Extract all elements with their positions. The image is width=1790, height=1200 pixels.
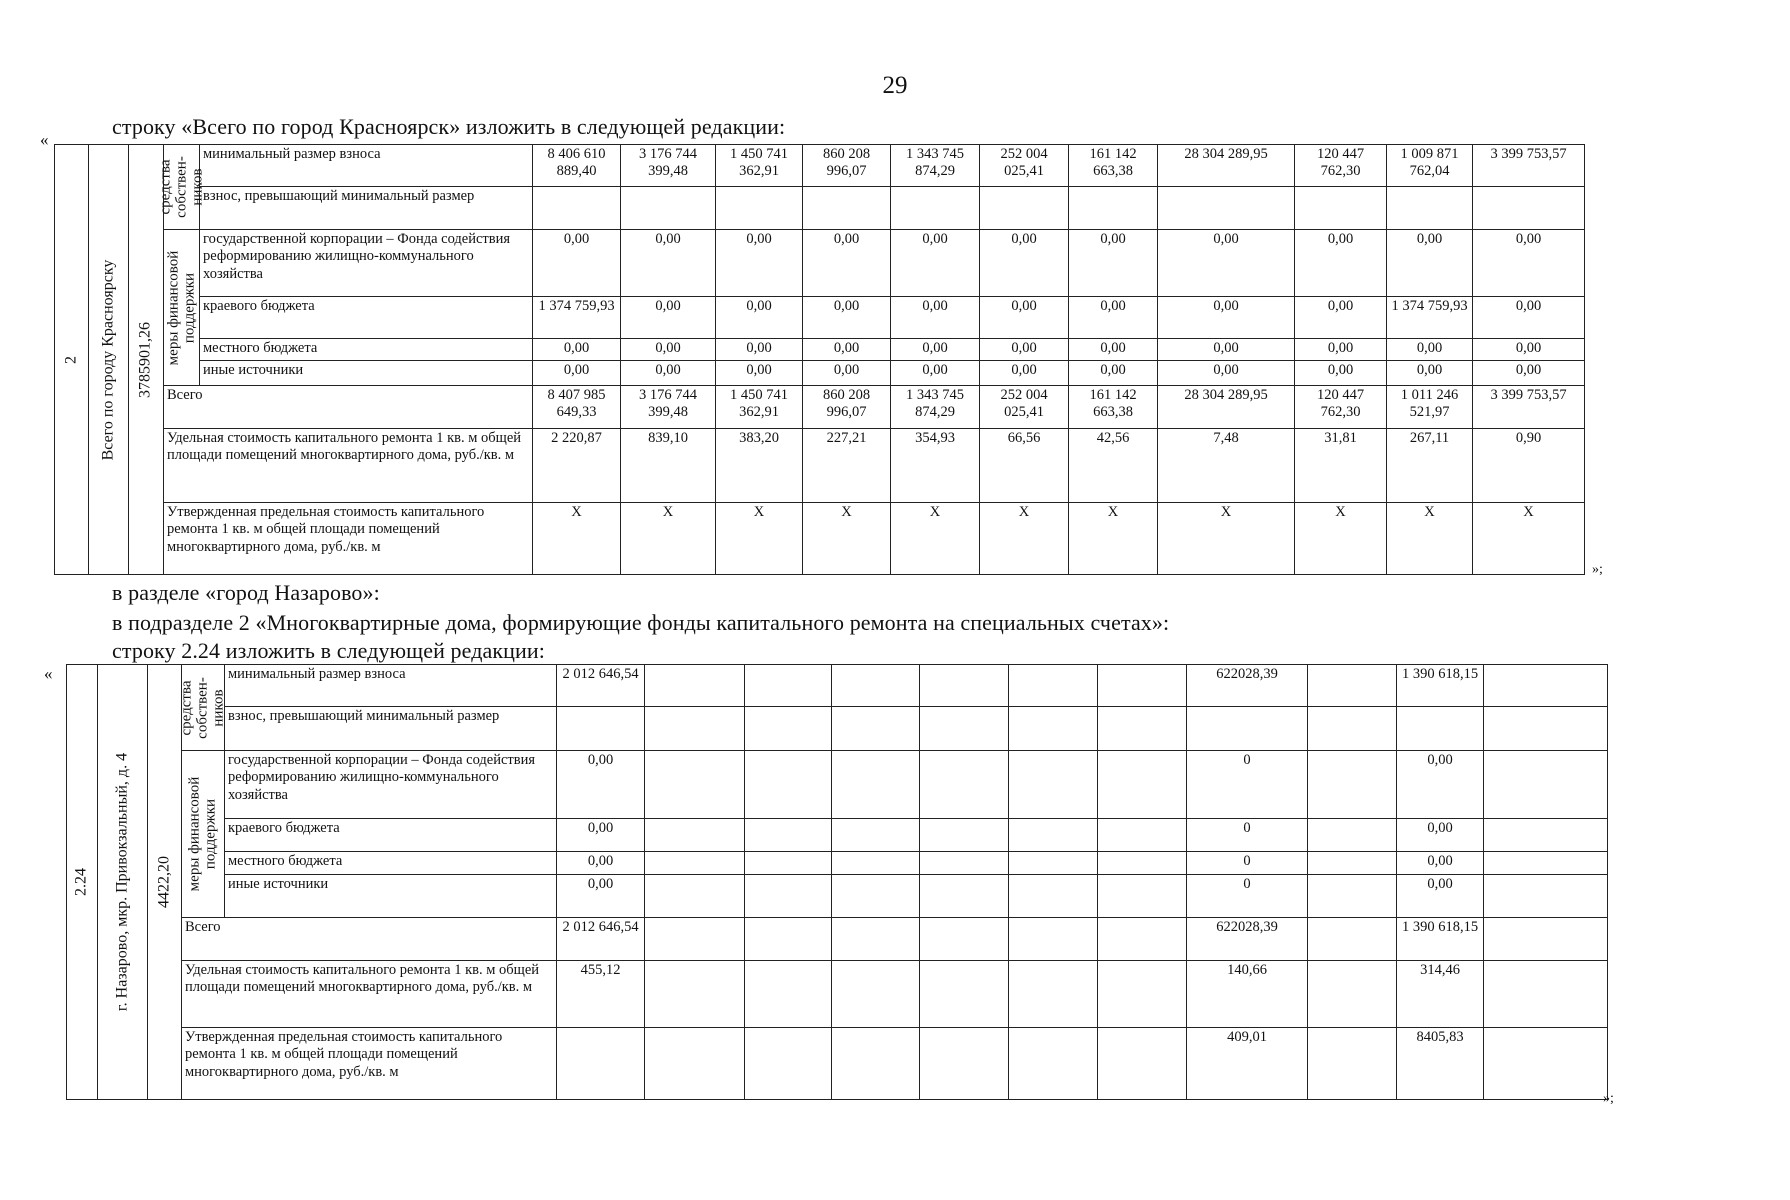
value-cell xyxy=(1009,918,1098,961)
value-cell: 0,00 xyxy=(557,819,645,852)
value-cell: 0,00 xyxy=(533,361,621,386)
value-cell: X xyxy=(1387,503,1473,575)
row-label-unit-cost: Удельная стоимость капитального ремонта 1 кв. м общей площади помещений многоквартирного дома, руб./кв. м xyxy=(182,961,557,1028)
value-cell xyxy=(1098,707,1187,751)
object-name: Всего по городу Красноярску xyxy=(99,259,117,460)
table-row xyxy=(67,819,1608,852)
value-cell xyxy=(1308,918,1397,961)
close-quote-2: »; xyxy=(1603,1091,1614,1106)
value-cell xyxy=(745,961,832,1028)
value-cell xyxy=(832,665,920,707)
value-cell: X xyxy=(803,503,891,575)
value-cell: 0,00 xyxy=(1387,339,1473,361)
value-cell: 383,20 xyxy=(716,429,803,503)
value-cell: 31,81 xyxy=(1295,429,1387,503)
value-cell xyxy=(1308,1028,1397,1100)
table-row xyxy=(55,386,1585,429)
value-cell: 1 011 246 521,97 xyxy=(1387,386,1473,429)
value-cell: 0,00 xyxy=(803,361,891,386)
value-cell: 7,48 xyxy=(1158,429,1295,503)
value-cell: 28 304 289,95 xyxy=(1158,145,1295,187)
value-cell xyxy=(980,187,1069,230)
value-cell xyxy=(1308,665,1397,707)
value-cell: 354,93 xyxy=(891,429,980,503)
table-row xyxy=(55,503,1585,575)
value-cell: 0,00 xyxy=(891,361,980,386)
group-financial-support-cell xyxy=(164,230,200,386)
value-cell: 0,00 xyxy=(557,852,645,875)
value-cell: 1 374 759,93 xyxy=(1387,297,1473,339)
value-cell: 267,11 xyxy=(1387,429,1473,503)
subsection-nazarovo: в подразделе 2 «Многоквартирные дома, формирующие фонды капитального ремонта на специальных счетах»: xyxy=(112,610,1170,635)
object-area-cell xyxy=(148,665,182,1100)
value-cell: 0,00 xyxy=(1397,819,1484,852)
group-financial-support: меры финансовой поддержки xyxy=(164,250,197,365)
value-cell xyxy=(1098,961,1187,1028)
value-cell: 0,00 xyxy=(1397,875,1484,918)
value-cell: 2 220,87 xyxy=(533,429,621,503)
row-label-min-fee: минимальный размер взноса xyxy=(225,665,557,707)
value-cell xyxy=(1484,918,1608,961)
value-cell: 0,00 xyxy=(1397,751,1484,819)
table-row xyxy=(67,751,1608,819)
value-cell: 0,00 xyxy=(621,297,716,339)
value-cell: X xyxy=(533,503,621,575)
value-cell xyxy=(1387,187,1473,230)
value-cell: X xyxy=(1069,503,1158,575)
value-cell: 3 176 744 399,48 xyxy=(621,145,716,187)
value-cell xyxy=(1009,875,1098,918)
value-cell: 3 176 744 399,48 xyxy=(621,386,716,429)
table-row xyxy=(67,707,1608,751)
value-cell xyxy=(832,875,920,918)
value-cell xyxy=(1009,707,1098,751)
value-cell xyxy=(533,187,621,230)
value-cell: 0,00 xyxy=(1158,339,1295,361)
value-cell: 0,00 xyxy=(1158,230,1295,297)
value-cell: 3 399 753,57 xyxy=(1473,145,1585,187)
value-cell: 1 343 745 874,29 xyxy=(891,386,980,429)
value-cell xyxy=(1098,819,1187,852)
value-cell xyxy=(645,875,745,918)
value-cell: 227,21 xyxy=(803,429,891,503)
value-cell: 0,00 xyxy=(891,297,980,339)
value-cell: 0,00 xyxy=(533,339,621,361)
value-cell xyxy=(1009,852,1098,875)
value-cell: 0,00 xyxy=(891,339,980,361)
row-number: 2.24 xyxy=(72,868,90,896)
value-cell: X xyxy=(891,503,980,575)
value-cell xyxy=(645,819,745,852)
value-cell: 0,00 xyxy=(980,297,1069,339)
value-cell xyxy=(745,852,832,875)
value-cell xyxy=(1098,665,1187,707)
value-cell xyxy=(1484,819,1608,852)
table-krasnoyarsk-total xyxy=(54,144,1585,575)
value-cell xyxy=(557,707,645,751)
value-cell: X xyxy=(980,503,1069,575)
group-owners-funds-cell xyxy=(178,665,226,751)
value-cell xyxy=(832,819,920,852)
row-label-approved-limit: Утвержденная предельная стоимость капитального ремонта 1 кв. м общей площади помещений многоквартирного дома, руб./кв. м xyxy=(164,503,533,575)
row-label-local: местного бюджета xyxy=(200,339,533,361)
value-cell xyxy=(832,707,920,751)
row-label-regional: краевого бюджета xyxy=(225,819,557,852)
value-cell: 0,00 xyxy=(557,751,645,819)
value-cell xyxy=(920,875,1009,918)
value-cell xyxy=(920,819,1009,852)
row-number-cell xyxy=(67,665,98,1100)
value-cell xyxy=(1484,751,1608,819)
heading-krasnoyarsk: строку «Всего по город Красноярск» изложить в следующей редакции: xyxy=(112,114,786,139)
value-cell xyxy=(920,918,1009,961)
value-cell xyxy=(803,187,891,230)
object-area: 4422,20 xyxy=(155,856,173,908)
value-cell xyxy=(745,751,832,819)
group-financial-support-cell xyxy=(182,751,225,918)
page-number: 29 xyxy=(882,72,908,99)
value-cell: 0,00 xyxy=(1473,230,1585,297)
row-label-total: Всего xyxy=(164,386,533,429)
table-row xyxy=(55,187,1585,230)
table-row xyxy=(67,665,1608,707)
value-cell: 1 390 618,15 xyxy=(1397,918,1484,961)
open-quote-2: « xyxy=(44,664,53,683)
value-cell: 0,00 xyxy=(533,230,621,297)
value-cell: 0 xyxy=(1187,819,1308,852)
table-row xyxy=(67,1028,1608,1100)
value-cell xyxy=(1009,961,1098,1028)
value-cell: 0,00 xyxy=(980,339,1069,361)
table-nazarovo-row-224 xyxy=(66,664,1608,1100)
section-nazarovo: в разделе «город Назарово»: xyxy=(112,580,380,605)
open-quote-1: « xyxy=(40,130,49,149)
value-cell: 0,00 xyxy=(1295,297,1387,339)
value-cell: 0,00 xyxy=(803,339,891,361)
value-cell: X xyxy=(621,503,716,575)
value-cell xyxy=(891,187,980,230)
value-cell xyxy=(832,1028,920,1100)
row-label-state-corp: государственной корпорации – Фонда содействия реформированию жилищно-коммунального хозяйства xyxy=(225,751,557,819)
value-cell: X xyxy=(1295,503,1387,575)
table-row xyxy=(67,918,1608,961)
value-cell: 409,01 xyxy=(1187,1028,1308,1100)
value-cell: 0,00 xyxy=(621,361,716,386)
value-cell: 120 447 762,30 xyxy=(1295,145,1387,187)
value-cell xyxy=(1009,665,1098,707)
value-cell xyxy=(645,665,745,707)
value-cell: 0,00 xyxy=(1473,297,1585,339)
heading-row-224: строку 2.24 изложить в следующей редакции: xyxy=(112,638,546,663)
value-cell xyxy=(645,918,745,961)
value-cell xyxy=(832,852,920,875)
group-owners-funds: средства собствен-ников xyxy=(178,676,226,739)
value-cell: 8405,83 xyxy=(1397,1028,1484,1100)
row-number: 2 xyxy=(62,355,80,364)
value-cell xyxy=(716,187,803,230)
value-cell: 0,00 xyxy=(716,230,803,297)
value-cell xyxy=(1187,707,1308,751)
value-cell xyxy=(645,961,745,1028)
value-cell: 1 450 741 362,91 xyxy=(716,386,803,429)
value-cell xyxy=(745,665,832,707)
row-number-cell xyxy=(55,145,89,575)
value-cell: 0,00 xyxy=(803,230,891,297)
value-cell: 0,00 xyxy=(1069,230,1158,297)
table-row xyxy=(67,875,1608,918)
value-cell xyxy=(1484,961,1608,1028)
value-cell: 0,00 xyxy=(1069,361,1158,386)
value-cell xyxy=(1308,875,1397,918)
value-cell xyxy=(1098,875,1187,918)
row-label-min-fee: минимальный размер взноса xyxy=(200,145,533,187)
value-cell xyxy=(1098,918,1187,961)
value-cell: X xyxy=(716,503,803,575)
value-cell: 0,00 xyxy=(1387,361,1473,386)
value-cell: 0,90 xyxy=(1473,429,1585,503)
value-cell xyxy=(1308,961,1397,1028)
value-cell xyxy=(1484,707,1608,751)
value-cell: 0,00 xyxy=(1295,339,1387,361)
value-cell xyxy=(920,852,1009,875)
value-cell: 8 406 610 889,40 xyxy=(533,145,621,187)
value-cell: 0 xyxy=(1187,852,1308,875)
value-cell: 120 447 762,30 xyxy=(1295,386,1387,429)
object-area: 3785901,26 xyxy=(136,321,154,398)
table-row xyxy=(55,145,1585,187)
value-cell xyxy=(645,751,745,819)
value-cell: 1 390 618,15 xyxy=(1397,665,1484,707)
value-cell xyxy=(1158,187,1295,230)
value-cell: 2 012 646,54 xyxy=(557,665,645,707)
value-cell xyxy=(920,707,1009,751)
value-cell: 0,00 xyxy=(803,297,891,339)
value-cell: 860 208 996,07 xyxy=(803,145,891,187)
table-row xyxy=(55,429,1585,503)
value-cell: X xyxy=(1473,503,1585,575)
value-cell: 0,00 xyxy=(1158,297,1295,339)
value-cell xyxy=(745,918,832,961)
group-financial-support: меры финансовой поддержки xyxy=(186,776,218,892)
row-label-other: иные источники xyxy=(225,875,557,918)
value-cell xyxy=(1308,707,1397,751)
value-cell: 0,00 xyxy=(557,875,645,918)
table-row xyxy=(55,230,1585,297)
value-cell: 2 012 646,54 xyxy=(557,918,645,961)
value-cell xyxy=(621,187,716,230)
value-cell: 42,56 xyxy=(1069,429,1158,503)
value-cell xyxy=(832,961,920,1028)
value-cell xyxy=(832,918,920,961)
value-cell: 860 208 996,07 xyxy=(803,386,891,429)
value-cell: 0,00 xyxy=(1397,852,1484,875)
value-cell: 1 343 745 874,29 xyxy=(891,145,980,187)
value-cell: 1 450 741 362,91 xyxy=(716,145,803,187)
value-cell: 622028,39 xyxy=(1187,918,1308,961)
object-name-cell xyxy=(98,665,148,1100)
value-cell: 161 142 663,38 xyxy=(1069,145,1158,187)
value-cell xyxy=(1098,1028,1187,1100)
value-cell xyxy=(557,1028,645,1100)
value-cell: 3 399 753,57 xyxy=(1473,386,1585,429)
row-label-regional: краевого бюджета xyxy=(200,297,533,339)
value-cell: 8 407 985 649,33 xyxy=(533,386,621,429)
value-cell xyxy=(1009,1028,1098,1100)
value-cell: 0,00 xyxy=(1473,361,1585,386)
table-row xyxy=(67,961,1608,1028)
group-owners-funds: средства собствен-ников xyxy=(156,156,205,218)
value-cell xyxy=(1009,751,1098,819)
row-label-approved-limit: Утвержденная предельная стоимость капитального ремонта 1 кв. м общей площади помещений многоквартирного дома, руб./кв. м xyxy=(182,1028,557,1100)
value-cell xyxy=(832,751,920,819)
object-name: г. Назарово, мкр. Привокзальный, д. 4 xyxy=(113,752,131,1012)
row-label-state-corp: государственной корпорации – Фонда содействия реформированию жилищно-коммунального хозяйства xyxy=(200,230,533,297)
row-label-local: местного бюджета xyxy=(225,852,557,875)
table-row xyxy=(55,339,1585,361)
value-cell xyxy=(1484,665,1608,707)
value-cell xyxy=(745,1028,832,1100)
value-cell: 0,00 xyxy=(980,230,1069,297)
row-label-unit-cost: Удельная стоимость капитального ремонта 1 кв. м общей площади помещений многоквартирного дома, руб./кв. м xyxy=(164,429,533,503)
value-cell: 0,00 xyxy=(1158,361,1295,386)
value-cell xyxy=(745,819,832,852)
value-cell xyxy=(1484,875,1608,918)
object-name-cell xyxy=(89,145,129,575)
value-cell: 0,00 xyxy=(621,230,716,297)
value-cell xyxy=(745,875,832,918)
group-owners-funds-cell xyxy=(156,145,205,230)
value-cell xyxy=(1484,852,1608,875)
value-cell xyxy=(1473,187,1585,230)
row-label-above-min: взнос, превышающий минимальный размер xyxy=(225,707,557,751)
value-cell xyxy=(1009,819,1098,852)
value-cell: 0,00 xyxy=(891,230,980,297)
value-cell: 161 142 663,38 xyxy=(1069,386,1158,429)
value-cell: 1 009 871 762,04 xyxy=(1387,145,1473,187)
row-label-total: Всего xyxy=(182,918,557,961)
table-row xyxy=(67,852,1608,875)
value-cell: 66,56 xyxy=(980,429,1069,503)
value-cell: 0,00 xyxy=(1295,361,1387,386)
value-cell xyxy=(1098,751,1187,819)
value-cell: 0 xyxy=(1187,875,1308,918)
value-cell: 140,66 xyxy=(1187,961,1308,1028)
value-cell xyxy=(920,665,1009,707)
value-cell xyxy=(920,961,1009,1028)
value-cell: 839,10 xyxy=(621,429,716,503)
value-cell: 28 304 289,95 xyxy=(1158,386,1295,429)
row-label-other: иные источники xyxy=(200,361,533,386)
value-cell: 0,00 xyxy=(716,339,803,361)
value-cell: 0,00 xyxy=(1295,230,1387,297)
value-cell xyxy=(1397,707,1484,751)
value-cell: 252 004 025,41 xyxy=(980,386,1069,429)
value-cell xyxy=(920,751,1009,819)
close-quote-1: »; xyxy=(1592,562,1603,577)
value-cell xyxy=(745,707,832,751)
value-cell: 0,00 xyxy=(716,297,803,339)
value-cell xyxy=(1295,187,1387,230)
value-cell: 252 004 025,41 xyxy=(980,145,1069,187)
value-cell: 455,12 xyxy=(557,961,645,1028)
table-row xyxy=(55,297,1585,339)
value-cell xyxy=(1098,852,1187,875)
table-row xyxy=(55,361,1585,386)
value-cell: 0,00 xyxy=(621,339,716,361)
value-cell: 0,00 xyxy=(1473,339,1585,361)
value-cell: 0,00 xyxy=(980,361,1069,386)
value-cell: 622028,39 xyxy=(1187,665,1308,707)
row-label-above-min: взнос, превышающий минимальный размер xyxy=(200,187,533,230)
value-cell: 1 374 759,93 xyxy=(533,297,621,339)
value-cell xyxy=(1484,1028,1608,1100)
value-cell xyxy=(645,1028,745,1100)
value-cell: 0,00 xyxy=(716,361,803,386)
value-cell: X xyxy=(1158,503,1295,575)
value-cell xyxy=(1308,751,1397,819)
value-cell xyxy=(645,707,745,751)
value-cell: 0,00 xyxy=(1387,230,1473,297)
value-cell xyxy=(1069,187,1158,230)
value-cell xyxy=(1308,852,1397,875)
value-cell xyxy=(645,852,745,875)
value-cell xyxy=(1308,819,1397,852)
value-cell: 0 xyxy=(1187,751,1308,819)
value-cell: 0,00 xyxy=(1069,339,1158,361)
value-cell: 314,46 xyxy=(1397,961,1484,1028)
value-cell: 0,00 xyxy=(1069,297,1158,339)
value-cell xyxy=(920,1028,1009,1100)
